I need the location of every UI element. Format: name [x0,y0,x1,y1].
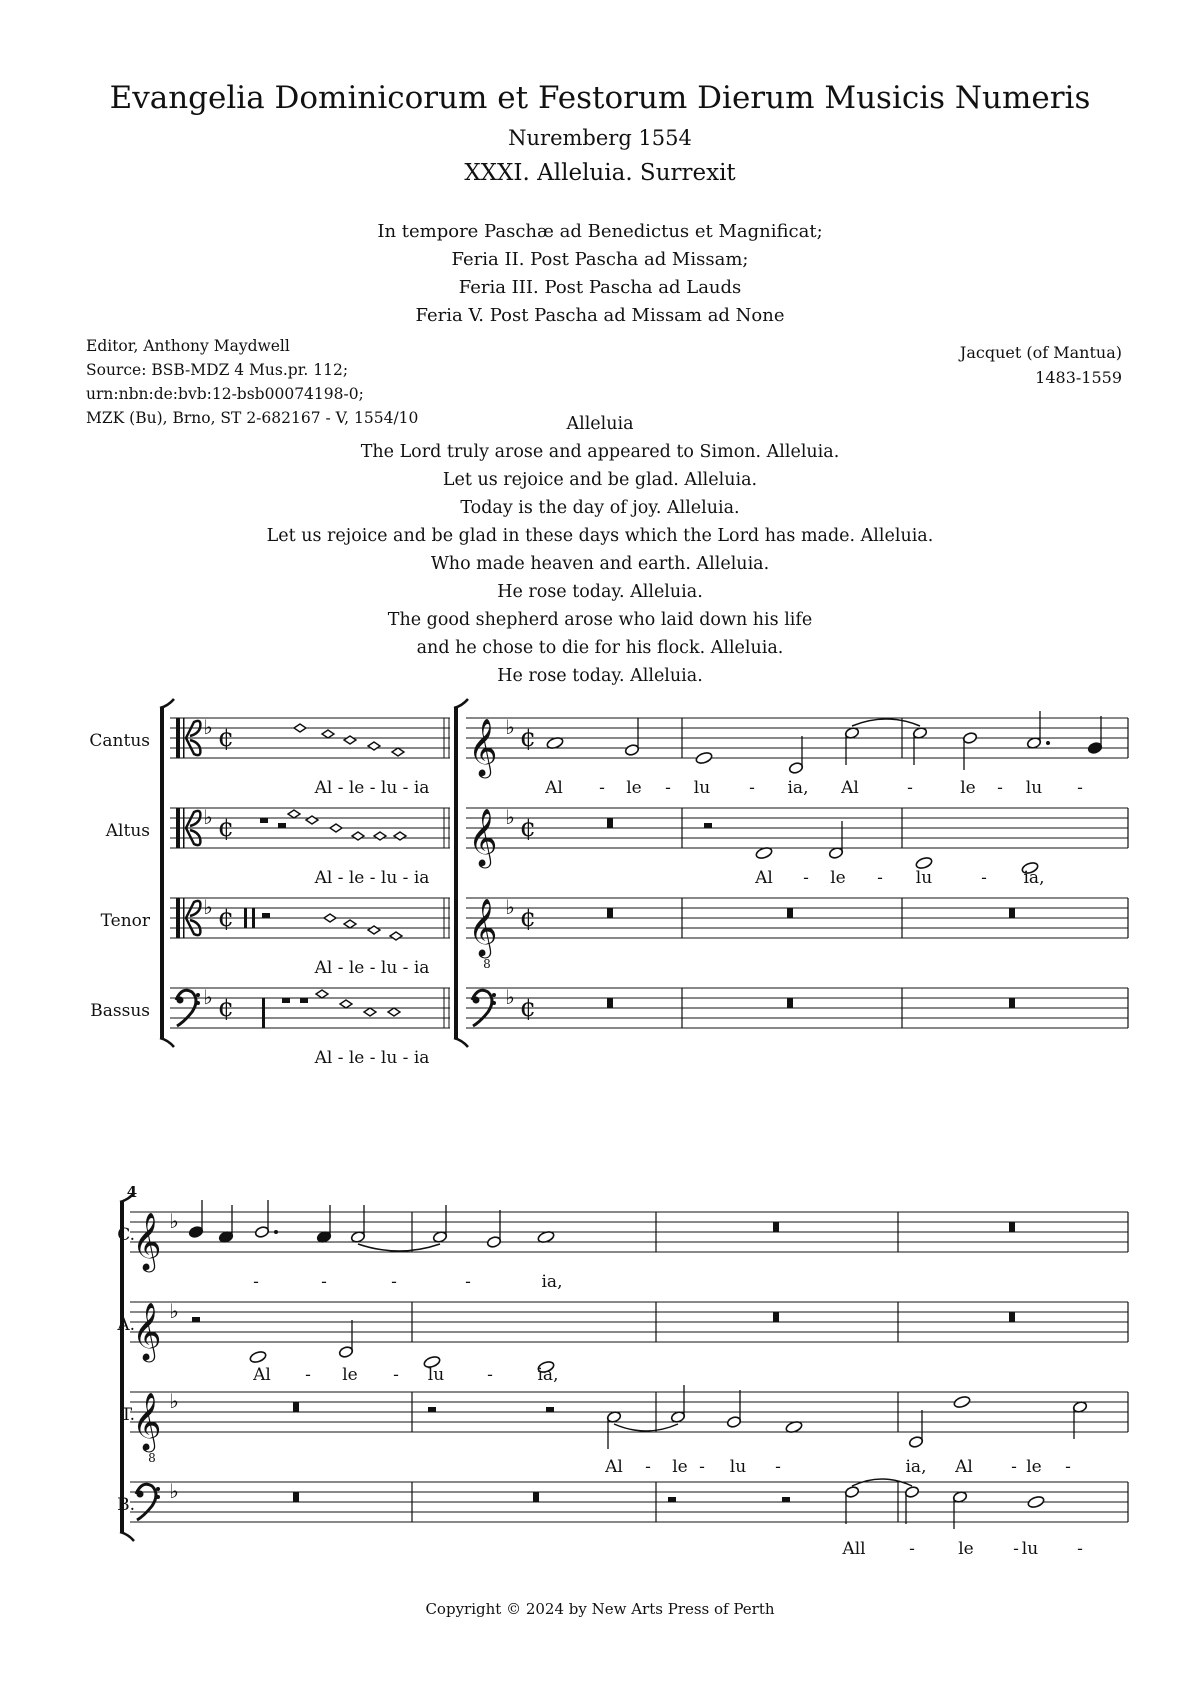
cut-time-icon: ¢ [519,993,537,1023]
cut-time-icon: ¢ [217,813,235,843]
mensural-note-icon [390,932,402,940]
bass-clef-icon [156,1487,160,1491]
lyric-syllable: - [391,1272,397,1292]
lyric-syllable: ia, [537,1365,559,1385]
long-rest-icon [244,908,247,928]
flat-icon: ♭ [203,715,213,739]
voice-label: T. [120,1405,135,1425]
lyric-syllable: - [981,868,987,888]
cut-time-icon: ¢ [217,903,235,933]
lyric-syllable: - [775,1457,781,1477]
cut-time-icon: ¢ [519,723,537,753]
editor-line: Source: BSB-MDZ 4 Mus.pr. 112; [86,361,349,379]
c-clef-icon [176,898,180,938]
lyric-syllable: le [626,778,642,798]
lyric-syllable: lu [427,1365,445,1385]
breve-rest-icon [1009,1222,1015,1232]
breve-rest-icon [787,998,793,1008]
text-line: Let us rejoice and be glad. Alleluia. [442,470,758,490]
lyric-syllable: ia, [787,778,809,798]
text-line: He rose today. Alleluia. [497,666,703,686]
c-clef-icon [183,718,185,758]
rest-icon [260,818,268,823]
flat-icon: ♭ [203,805,213,829]
text-line: Who made heaven and earth. Alleluia. [430,554,770,574]
lyric-syllable: - [253,1272,259,1292]
lyric-syllable: - [665,778,671,798]
mensural-note-icon [288,810,300,818]
c-clef-icon [176,808,180,848]
treble-clef-icon: 𝄞 [132,1302,162,1360]
lyric-syllable: Al [605,1457,623,1477]
rest-icon [782,1497,790,1502]
octave-mark: 8 [483,957,491,971]
tie-slur [852,719,920,726]
bass-clef-icon [473,997,480,1004]
breve-rest-icon [1009,998,1015,1008]
treble-clef-icon: 𝄞 [468,898,498,956]
flat-icon: ♭ [505,985,515,1009]
lyric-syllable: - [393,1365,399,1385]
lyric-syllable: le [1026,1457,1042,1477]
lyric-syllable: Al [841,778,859,798]
lyric-syllable: - [487,1365,493,1385]
voice-label: Altus [105,821,150,841]
mensural-note-icon [344,920,356,928]
lyric-syllable: - [907,778,913,798]
mensural-note-icon [388,1008,400,1016]
piece-collection-title: Evangelia Dominicorum et Festorum Dierum Musicis Numeris [109,80,1091,116]
rest-icon [546,1407,554,1412]
breve-rest-icon [607,818,613,828]
mensural-note-icon [368,742,380,750]
rest-icon [282,998,290,1003]
flat-icon: ♭ [169,1389,179,1413]
lyric-syllable: Al [955,1457,973,1477]
incipit-lyric: Al - le - lu - ia [314,778,430,798]
lyric-syllable: - [749,778,755,798]
mensural-note-icon [392,748,404,756]
lyric-syllable: - [1077,1539,1083,1559]
occasion-line: Feria V. Post Pascha ad Missam ad None [415,305,785,326]
flat-icon: ♭ [169,1299,179,1323]
lyric-syllable: - [645,1457,651,1477]
breve-rest-icon [607,908,613,918]
lyric-syllable: Al [253,1365,271,1385]
breve-rest-icon [773,1222,779,1232]
octave-mark: 8 [148,1451,156,1465]
cut-time-icon: ¢ [519,813,537,843]
mensural-note-icon [364,1008,376,1016]
measure-number: 4 [126,1183,138,1201]
breve-rest-icon [293,1492,299,1502]
bass-clef-icon [177,997,184,1004]
lyric-syllable: lu [915,868,933,888]
lyric-syllable: - [997,778,1003,798]
mensural-note-icon [352,832,364,840]
editor-line: urn:nbn:de:bvb:12-bsb00074198-0; [86,385,364,403]
c-clef-icon [183,808,185,848]
incipit-lyric: Al - le - lu - ia [314,868,430,888]
c-clef-icon [176,718,180,758]
editor-line: MZK (Bu), Brno, ST 2-682167 - V, 1554/10 [86,409,419,427]
lyric-syllable: - [699,1457,705,1477]
note-icon [695,751,713,765]
lyric-syllable: Al [755,868,773,888]
c-clef-icon [183,898,185,938]
bass-clef-icon [137,1491,144,1498]
flat-icon: ♭ [203,985,213,1009]
lyric-syllable: lu [1021,1539,1039,1559]
treble-clef-icon: 𝄞 [132,1392,162,1450]
system-bracket [160,1038,174,1047]
lyric-syllable: lu [1025,778,1043,798]
cut-time-icon: ¢ [217,993,235,1023]
lyric-syllable: le [342,1365,358,1385]
flat-icon: ♭ [505,805,515,829]
rest-icon [704,823,712,828]
lyric-syllable: - [1065,1457,1071,1477]
treble-clef-icon: 𝄞 [468,808,498,866]
lyric-syllable: - [321,1272,327,1292]
system-bracket [160,699,174,708]
lyric-syllable: le [672,1457,688,1477]
lyric-syllable: lu [729,1457,747,1477]
lyric-syllable: - [1077,778,1083,798]
lyric-syllable: le [960,778,976,798]
lyric-syllable: lu [693,778,711,798]
mensural-note-icon [324,914,336,922]
long-rest-icon [262,998,265,1028]
lyric-syllable: ia, [1023,868,1045,888]
incipit-lyric: Al - le - lu - ia [314,1048,430,1068]
text-line: Let us rejoice and be glad in these days which the Lord has made. Alleluia. [266,526,934,546]
mensural-note-icon [330,824,342,832]
bass-clef-icon [492,993,496,997]
lyric-syllable: Al [545,778,563,798]
text-line: Today is the day of joy. Alleluia. [460,498,740,518]
note-icon [249,1350,267,1364]
lyric-syllable: - [803,868,809,888]
voice-label: Cantus [89,731,150,751]
mensural-note-icon [394,832,406,840]
lyric-syllable: - [877,868,883,888]
lyric-syllable: le [830,868,846,888]
cut-time-icon: ¢ [519,903,537,933]
note-icon [953,1395,971,1409]
lyric-syllable: ia, [905,1457,927,1477]
occasion-line: Feria II. Post Pascha ad Missam; [451,249,749,270]
mensural-note-icon [374,832,386,840]
tie-slur [614,1424,678,1431]
breve-rest-icon [293,1402,299,1412]
breve-rest-icon [1009,1312,1015,1322]
mensural-note-icon [294,724,306,732]
text-line: and he chose to die for his flock. Alleluia. [416,638,784,658]
occasion-line: In tempore Paschæ ad Benedictus et Magnificat; [377,221,823,242]
text-line: The Lord truly arose and appeared to Simon. Alleluia. [360,442,840,462]
bass-clef-icon [156,1495,160,1499]
flat-icon: ♭ [169,1479,179,1503]
voice-label: Tenor [100,911,150,931]
system-bracket [454,699,468,708]
mensural-note-icon [340,1000,352,1008]
system-bracket [454,1038,468,1047]
rest-icon [278,823,286,828]
rest-icon [428,1407,436,1412]
rest-icon [668,1497,676,1502]
flat-icon: ♭ [169,1209,179,1233]
copyright-notice: Copyright © 2024 by New Arts Press of Perth [425,1600,775,1618]
lyric-syllable: ia, [541,1272,563,1292]
text-line: The good shepherd arose who laid down his life [387,610,813,630]
occasion-line: Feria III. Post Pascha ad Lauds [458,277,742,298]
lyric-syllable: All [842,1539,866,1559]
breve-rest-icon [533,1492,539,1502]
rest-icon [300,998,308,1003]
editor-line: Editor, Anthony Maydwell [86,337,290,355]
piece-title: XXXI. Alleluia. Surrexit [464,160,736,186]
breve-rest-icon [773,1312,779,1322]
tie-slur [358,1244,440,1251]
composer-name: Jacquet (of Mantua) [959,343,1122,362]
treble-clef-icon: 𝄞 [132,1212,162,1270]
mensural-note-icon [344,736,356,744]
breve-rest-icon [607,998,613,1008]
incipit-lyric: Al - le - lu - ia [314,958,430,978]
mensural-note-icon [306,816,318,824]
publication-place-date: Nuremberg 1554 [508,126,692,150]
flat-icon: ♭ [505,895,515,919]
mensural-note-icon [322,730,334,738]
dot-icon [274,1230,278,1234]
rest-icon [192,1317,200,1322]
bass-clef-icon [492,1001,496,1005]
voice-label: Bassus [90,1001,150,1021]
text-line: Alleluia [566,414,634,434]
composer-dates: 1483-1559 [1035,368,1122,387]
lyric-syllable: - [465,1272,471,1292]
flat-icon: ♭ [505,715,515,739]
treble-clef-icon: 𝄞 [468,718,498,776]
long-rest-icon [252,908,255,928]
text-line: He rose today. Alleluia. [497,582,703,602]
note-icon [1027,1495,1045,1509]
mensural-note-icon [368,926,380,934]
breve-rest-icon [787,908,793,918]
lyric-syllable: - [1011,1457,1017,1477]
lyric-syllable: - [909,1539,915,1559]
mensural-note-icon [316,990,328,998]
bass-clef-icon [196,993,200,997]
lyric-syllable: - [599,778,605,798]
breve-rest-icon [1009,908,1015,918]
rest-icon [262,913,270,918]
voice-label: A. [117,1315,135,1335]
flat-icon: ♭ [203,895,213,919]
dot-icon [1046,741,1050,745]
system-bracket [120,1532,134,1541]
voice-label: B. [117,1495,135,1515]
lyric-syllable: - [1013,1539,1019,1559]
lyric-syllable: le [958,1539,974,1559]
cut-time-icon: ¢ [217,723,235,753]
lyric-syllable: - [305,1365,311,1385]
bass-clef-icon [196,1001,200,1005]
voice-label: C. [117,1225,135,1245]
